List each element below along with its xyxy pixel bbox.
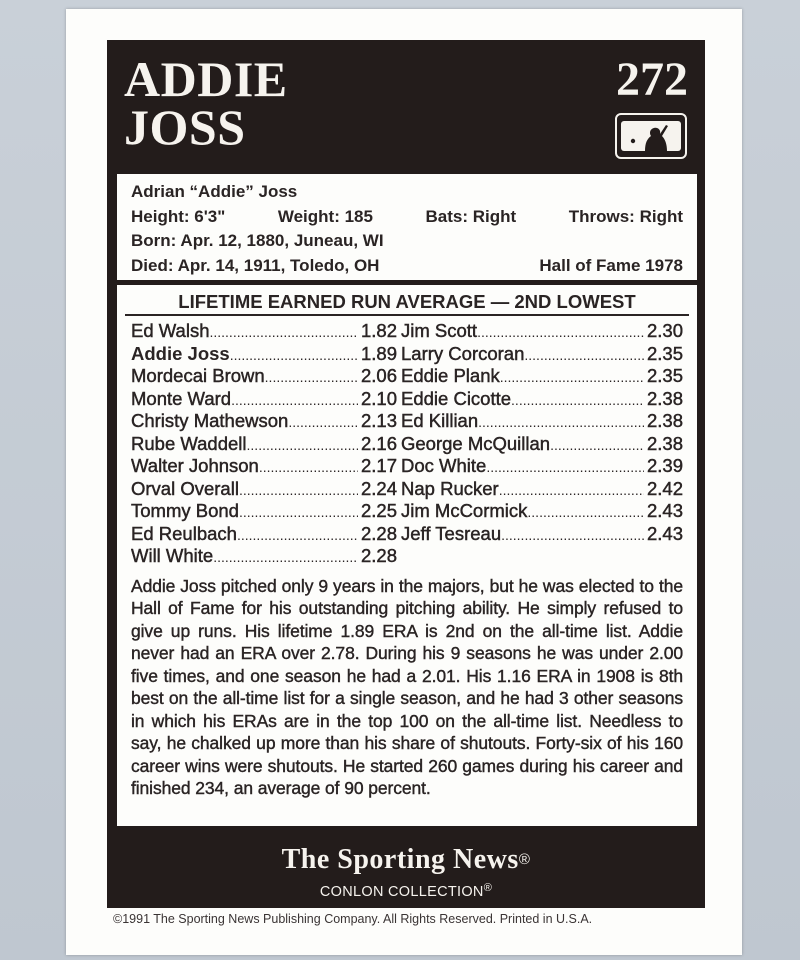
dot-leader	[237, 523, 358, 546]
era-value: 2.35	[646, 365, 683, 386]
pitcher-name: Addie Joss	[131, 342, 230, 364]
era-value: 1.89	[360, 342, 397, 364]
era-list-item	[401, 523, 683, 546]
card-number: 272	[616, 53, 688, 106]
era-value: 2.38	[646, 387, 683, 409]
era-value: 2.42	[646, 477, 683, 499]
pitcher-name: Eddie Plank	[401, 365, 500, 386]
pitcher-name: Doc White	[401, 455, 487, 476]
era-list-item	[401, 388, 683, 411]
registered-mark: ®	[483, 882, 493, 894]
era-list-item	[401, 433, 683, 456]
registered-mark: ®	[518, 851, 531, 868]
story-text: Addie Joss pitched only 9 years in the majors, but he was elected to the Hall of Fame for his outstanding pitching ability. He simply refused to give up runs. His lifetime 1.89 ERA is 2nd on the all-time list. Addie never had an ERA over 2.78. During his 9 seasons he was under 2.00 five times, and one season he had a 2.01. His 1.16 ERA in 1908 is 8th best on the all-time list for a single season, and he had 3 other seasons in which his ERAs are in the top 100 on the all-time list. Needless to say, he chalked up more than his share of shutouts. Forty-six of his 160 career wins were shutouts. He started 260 games during his career and finished 234, an average of 90 percent.	[131, 575, 683, 798]
dot-leader	[477, 320, 644, 343]
era-lists	[131, 320, 683, 568]
pitcher-name: Christy Mathewson	[131, 410, 289, 431]
era-value: 2.43	[646, 522, 683, 544]
pitcher-name: Walter Johnson	[131, 455, 259, 476]
pitcher-name: Ed Walsh	[131, 320, 210, 341]
era-list-item	[131, 320, 397, 343]
era-value: 2.30	[646, 320, 683, 341]
era-list-item	[131, 500, 397, 523]
dot-leader	[209, 320, 358, 343]
dot-leader	[524, 343, 644, 366]
dot-leader	[499, 478, 644, 501]
era-value: 2.43	[646, 500, 683, 521]
era-list-item	[401, 455, 683, 478]
dot-leader	[501, 523, 644, 546]
era-value: 2.38	[646, 410, 683, 431]
era-list-item	[131, 410, 397, 433]
era-list-item	[401, 478, 683, 501]
pitcher-name: Ed Reulbach	[131, 522, 237, 544]
died: Died: Apr. 14, 1911, Toledo, OH	[131, 255, 380, 275]
full-name: Adrian “Addie” Joss	[131, 182, 298, 201]
dot-leader	[239, 478, 358, 501]
dot-leader	[511, 388, 644, 411]
era-value: 2.25	[360, 500, 397, 521]
height: Height: 6'3"	[131, 206, 226, 226]
era-value: 2.35	[646, 342, 683, 364]
copyright: ©1991 The Sporting News Publishing Company. All Rights Reserved. Printed in U.S.A.	[113, 912, 593, 926]
pitcher-name: Ed Killian	[401, 410, 479, 431]
conlon-collection	[107, 879, 705, 901]
dot-leader	[478, 410, 644, 433]
pitcher-name: George McQuillan	[401, 432, 551, 454]
era-list-item	[401, 343, 683, 366]
era-list-item	[131, 455, 397, 478]
pitcher-name: Larry Corcoran	[401, 342, 525, 364]
era-value: 2.06	[360, 365, 397, 386]
dot-leader	[550, 433, 644, 456]
era-value: 2.10	[360, 387, 397, 409]
bats: Bats: Right	[425, 206, 517, 226]
weight: Weight: 185	[277, 206, 373, 226]
dot-leader	[288, 410, 358, 433]
era-value: 2.28	[360, 522, 397, 544]
dot-leader	[259, 455, 358, 478]
pitcher-name: Jim McCormick	[401, 500, 528, 521]
hall-of-fame: Hall of Fame 1978	[539, 255, 683, 275]
pitcher-name: Nap Rucker	[401, 477, 499, 499]
era-list-title: LIFETIME EARNED RUN AVERAGE — 2ND LOWEST	[125, 285, 689, 316]
era-list-item	[131, 545, 397, 568]
dot-leader	[265, 365, 358, 388]
era-list-left	[131, 320, 397, 568]
pitcher-name: Tommy Bond	[131, 500, 239, 521]
born: Born: Apr. 12, 1880, Juneau, WI	[131, 231, 384, 250]
pitcher-name: Jim Scott	[401, 320, 478, 341]
pitcher-name: Orval Overall	[131, 477, 239, 499]
pitcher-name: Monte Ward	[131, 387, 232, 409]
dot-leader	[230, 343, 358, 366]
era-value: 2.24	[360, 477, 397, 499]
era-list-item	[131, 478, 397, 501]
player-first-name: ADDIE	[124, 51, 288, 107]
mlb-logo-icon	[615, 113, 687, 159]
pitcher-name: Rube Waddell	[131, 432, 247, 454]
batter-silhouette-icon	[621, 121, 681, 151]
era-value: 2.17	[360, 455, 397, 476]
dot-leader	[500, 365, 644, 388]
era-list-item	[131, 433, 397, 456]
era-list-item	[401, 410, 683, 433]
pitcher-name: Mordecai Brown	[131, 365, 265, 386]
pitcher-name: Will White	[131, 545, 214, 566]
sporting-news-brand	[107, 845, 705, 875]
collection-name: CONLON COLLECTION	[319, 884, 484, 900]
era-value: 1.82	[360, 320, 397, 341]
dot-leader	[486, 455, 644, 478]
era-value: 2.28	[360, 545, 397, 566]
dot-leader	[231, 388, 358, 411]
dot-leader	[213, 545, 358, 568]
bio-box	[117, 174, 697, 280]
era-list-item	[401, 320, 683, 343]
player-name	[124, 51, 288, 155]
dot-leader	[239, 500, 358, 523]
era-value: 2.16	[360, 432, 397, 454]
era-list-item	[131, 365, 397, 388]
era-list-item	[401, 500, 683, 523]
era-list-item	[401, 365, 683, 388]
dot-leader	[247, 433, 358, 456]
era-value: 2.13	[360, 410, 397, 431]
pitcher-name: Eddie Cicotte	[401, 387, 512, 409]
main-box	[117, 285, 697, 826]
era-value: 2.38	[646, 432, 683, 454]
throws: Throws: Right	[568, 206, 683, 226]
dot-leader	[527, 500, 644, 523]
brand-name: The Sporting News	[281, 844, 519, 875]
era-list-item	[131, 523, 397, 546]
player-last-name: JOSS	[124, 99, 246, 155]
era-value: 2.39	[646, 455, 683, 476]
pitcher-name: Jeff Tesreau	[401, 522, 502, 544]
era-list-item	[131, 343, 397, 366]
era-list-right	[401, 320, 683, 568]
era-list-item	[131, 388, 397, 411]
